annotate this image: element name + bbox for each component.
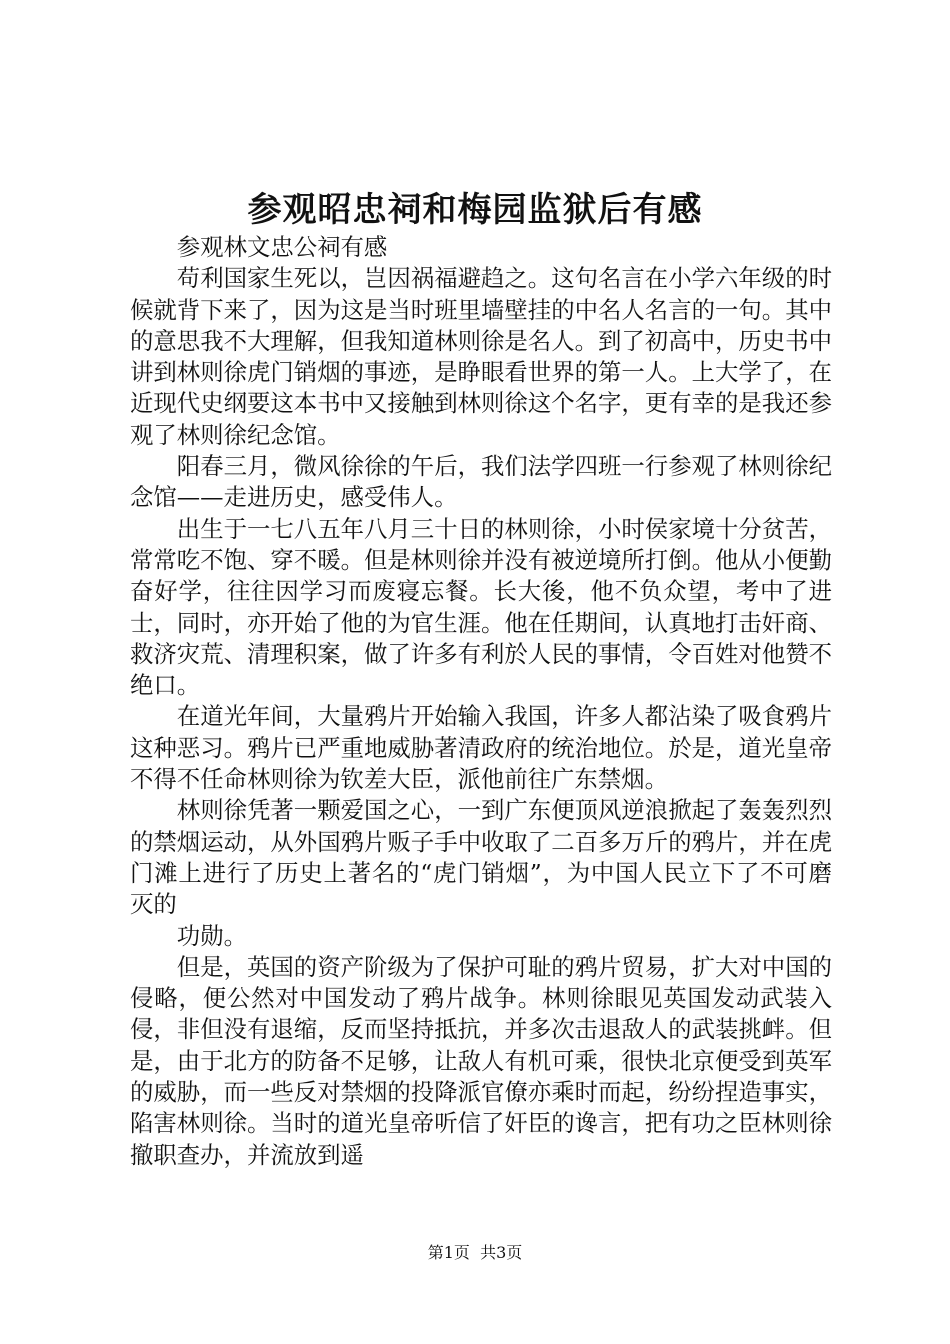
body-paragraph: 功勋。 <box>176 921 247 950</box>
page-footer <box>0 1242 950 1264</box>
subtitle-paragraph: 参观林文忠公祠有感 <box>176 233 388 261</box>
page-number: 第1页 <box>427 1243 470 1262</box>
body-paragraph: 阳春三月，微风徐徐的午后，我们法学四班一行参观了林则徐纪念馆——走进历史，感受伟人。 <box>130 452 832 512</box>
body-paragraph: 在道光年间，大量鸦片开始输入我国，许多人都沾染了吸食鸦片这种恶习。鸦片已严重地威胁著清政府的统治地位。於是，道光皇帝不得不任命林则徐为钦差大臣，派他前往广东禁烟。 <box>130 702 832 794</box>
document-body <box>130 232 832 1171</box>
body-paragraph: 苟利国家生死以，岂因祸福避趋之。这句名言在小学六年级的时候就背下来了，因为这是当时班里墙壁挂的中名人名言的一句。其中的意思我不大理解，但我知道林则徐是名人。到了初高中，历史书中讲到林则徐虎门销烟的事迹，是睁眼看世界的第一人。上大学了，在近现代史纲要这本书中又接触到林则徐这个名字，更有幸的是我还参观了林则徐纪念馆。 <box>130 264 832 449</box>
body-paragraph: 出生于一七八五年八月三十日的林则徐，小时侯家境十分贫苦，常常吃不饱、穿不暖。但是林则徐并没有被逆境所打倒。他从小便勤奋好学，往往因学习而废寝忘餐。长大後，他不负众望，考中了进士，同时，亦开始了他的为官生涯。他在任期间，认真地打击奸商、救济灾荒、清理积案，做了许多有利於人民的事情，令百姓对他赞不绝口。 <box>130 514 832 700</box>
body-paragraph: 但是，英国的资产阶级为了保护可耻的鸦片贸易，扩大对中国的侵略，便公然对中国发动了鸦片战争。林则徐眼见英国发动武装入侵，非但没有退缩，反而坚持抵抗，并多次击退敌人的武装挑衅。但是，由于北方的防备不足够，让敌人有机可乘，很快北京便受到英军的威胁，而一些反对禁烟的投降派官僚亦乘时而起，纷纷捏造事实，陷害林则徐。当时的道光皇帝听信了奸臣的谗言，把有功之臣林则徐撤职查办，并流放到遥 <box>130 952 832 1169</box>
body-paragraph: 林则徐凭著一颗爱国之心，一到广东便顶风逆浪掀起了轰轰烈烈的禁烟运动，从外国鸦片贩子手中收取了二百多万斤的鸦片，并在虎门滩上进行了历史上著名的“虎门销烟”，为中国人民立下了不可磨灭的 <box>130 796 832 919</box>
page-total: 共3页 <box>480 1243 523 1262</box>
document-title: 参观昭忠祠和梅园监狱后有感 <box>247 190 703 230</box>
footer-separator <box>470 1243 480 1262</box>
